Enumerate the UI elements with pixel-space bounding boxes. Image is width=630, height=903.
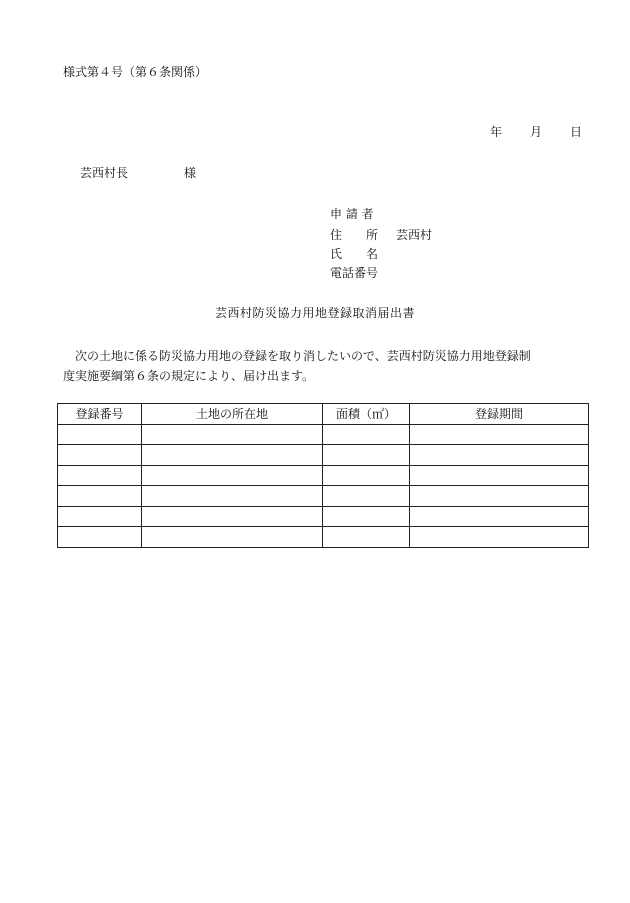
cell-area[interactable] — [323, 506, 410, 527]
cell-registration-number[interactable] — [58, 465, 142, 486]
cell-land-location[interactable] — [142, 465, 323, 486]
body-line-1: 次の土地に係る防災協力用地の登録を取り消したいので、芸西村防災協力用地登録制 — [63, 349, 531, 363]
cell-area[interactable] — [323, 445, 410, 466]
table-row — [58, 445, 589, 466]
date-year-label: 年 — [490, 125, 503, 139]
cell-registration-number[interactable] — [58, 527, 142, 548]
header-registration-period: 登録期間 — [410, 404, 589, 425]
cell-area[interactable] — [323, 424, 410, 445]
cell-registration-period[interactable] — [410, 527, 589, 548]
table-row — [58, 486, 589, 507]
cell-registration-period[interactable] — [410, 486, 589, 507]
cell-registration-period[interactable] — [410, 506, 589, 527]
header-registration-number: 登録番号 — [58, 404, 142, 425]
table-row — [58, 465, 589, 486]
applicant-address-value: 芸西村 — [396, 228, 433, 242]
body-text — [63, 346, 593, 386]
cell-area[interactable] — [323, 465, 410, 486]
body-line-2: 度実施要綱第６条の規定により、届け出ます。 — [63, 369, 315, 383]
cell-land-location[interactable] — [142, 486, 323, 507]
header-area: 面積（㎡） — [323, 404, 410, 425]
cell-land-location[interactable] — [142, 527, 323, 548]
applicant-heading: 申 請 者 — [330, 207, 374, 221]
date-day-label: 日 — [570, 125, 583, 139]
addressee-name: 芸西村長 — [80, 166, 129, 180]
cell-registration-number[interactable] — [58, 486, 142, 507]
addressee — [80, 165, 196, 181]
applicant-phone-label: 電話番号 — [330, 266, 379, 280]
table-row — [58, 527, 589, 548]
table-header-row — [58, 404, 589, 425]
table-row — [58, 424, 589, 445]
date-line — [490, 124, 582, 140]
cell-registration-period[interactable] — [410, 465, 589, 486]
applicant-phone-row — [330, 265, 396, 281]
applicant-address-label: 住 所 — [330, 228, 379, 242]
cell-land-location[interactable] — [142, 445, 323, 466]
registration-table — [57, 403, 589, 548]
addressee-suffix: 様 — [184, 166, 197, 180]
cell-registration-period[interactable] — [410, 424, 589, 445]
applicant-address-row — [330, 227, 432, 243]
cell-registration-number[interactable] — [58, 424, 142, 445]
cell-area[interactable] — [323, 527, 410, 548]
cell-land-location[interactable] — [142, 506, 323, 527]
cell-area[interactable] — [323, 486, 410, 507]
cell-land-location[interactable] — [142, 424, 323, 445]
date-month-label: 月 — [530, 125, 543, 139]
cell-registration-number[interactable] — [58, 445, 142, 466]
document-title: 芸西村防災協力用地登録取消届出書 — [214, 306, 415, 320]
header-land-location: 土地の所在地 — [142, 404, 323, 425]
applicant-name-label: 氏 名 — [330, 247, 379, 261]
form-number: 様式第４号（第６条関係） — [63, 65, 208, 79]
cell-registration-number[interactable] — [58, 506, 142, 527]
applicant-name-row — [330, 246, 396, 262]
table-row — [58, 506, 589, 527]
cell-registration-period[interactable] — [410, 445, 589, 466]
